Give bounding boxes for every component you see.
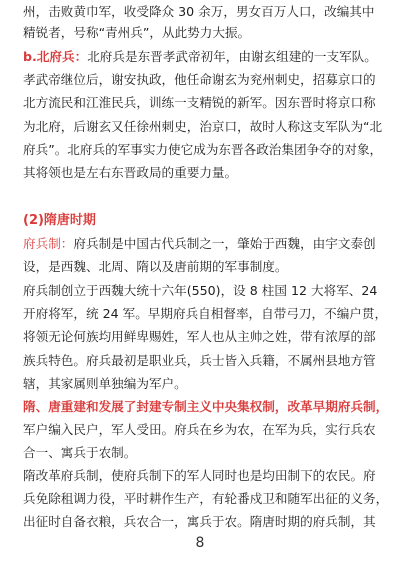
- page-number: 8: [195, 535, 205, 551]
- text-line: 族兵特色。府兵最初是职业兵，兵士皆入兵籍，不属州县地方管: [23, 353, 376, 368]
- text-line: 合一、寓兵于农制。: [23, 445, 137, 460]
- section-heading: (2)隋唐时期: [23, 213, 96, 228]
- text-line: 州，击败黄巾军，收受降众 30 余万，男女百万人口，改编其中: [23, 4, 375, 19]
- text-line: 兵免除租调力役，平时耕作生产，有轮番戍卫和随军出征的义务，: [23, 491, 388, 506]
- highlight-line: 隋、唐重建和发展了封建专制主义中央集权制，改革早期府兵制，: [23, 399, 388, 414]
- text-line: 府兵制创立于西魏大统十六年(550)，设 8 柱国 12 大将军、24: [23, 283, 378, 298]
- text-line: 开府将军，统 24 军。早期府兵自相督率，自带弓刀，不编户贯，: [23, 306, 388, 321]
- text-line: 孝武帝继位后，谢安执政，他任命谢玄为兖州刺史，招募京口的: [23, 72, 376, 87]
- text-line: 辖，其家属则单独编为军户。: [23, 376, 187, 391]
- term-label-fubingzhi: 府兵制：: [23, 236, 74, 251]
- text-line: 府兵”。北府兵的军事实力使它成为东晋各政治集团争夺的对象，: [23, 142, 383, 157]
- text-line: [23, 234, 388, 254]
- term-label-beifubing: b.北府兵：: [23, 49, 88, 64]
- text-line: 精锐者，号称“青州兵”，从此势力大振。: [23, 25, 251, 40]
- text-line: 为北府，后谢玄又任徐州刺史，治京口，故时人称这支军队为“北: [23, 119, 383, 134]
- text-line: 出征时自备衣粮，兵农合一，寓兵于农。隋唐时期的府兵制，其: [23, 514, 376, 529]
- text-line: 北方流民和江淮民兵，训练一支精锐的新军。因东晋时将京口称: [23, 95, 376, 110]
- text-line: 隋改革府兵制，使府兵制下的军人同时也是均田制下的农民。府: [23, 468, 376, 483]
- text-line: 军户编入民户，军人受田。府兵在乡为农，在军为兵，实行兵农: [23, 422, 376, 437]
- term-definition: 府兵制是中国古代兵制之一，肇始于西魏，由宇文泰创: [73, 236, 376, 251]
- text-line: [23, 47, 388, 67]
- text-line: 设，是西魏、北周、隋以及唐前期的军事制度。: [23, 259, 288, 274]
- text-line: 其将领也是左右东晋政局的重要力量。: [23, 165, 238, 180]
- term-definition: 北府兵是东晋孝武帝初年，由谢玄组建的一支军队。: [87, 49, 377, 64]
- text-line: 将领无论何族均用鲜卑赐姓，军人也从主帅之姓，带有浓厚的部: [23, 329, 376, 344]
